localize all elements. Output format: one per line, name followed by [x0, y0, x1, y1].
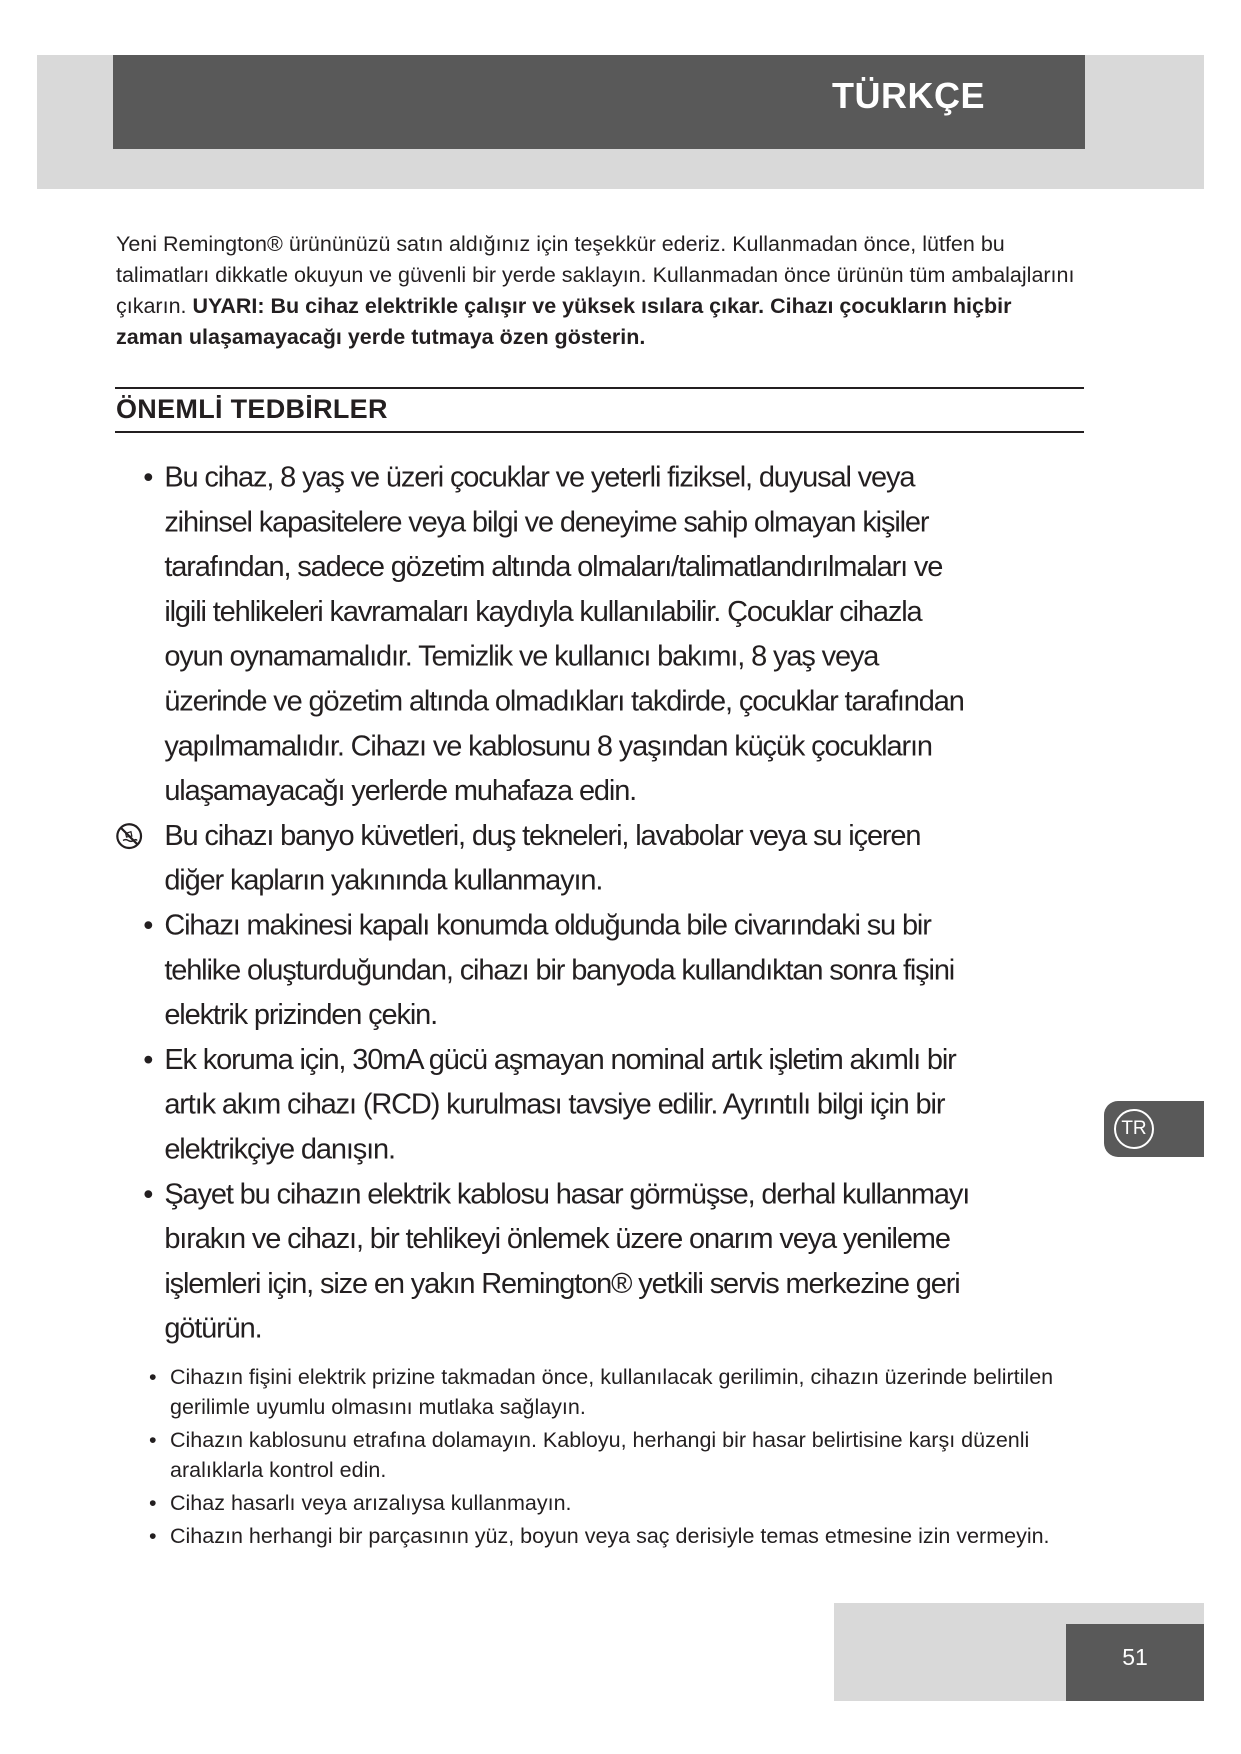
important-precautions-list: [116, 454, 986, 1350]
list-item-text: Cihazın herhangi bir parçasının yüz, boyun veya saç derisiyle temas etmesine izin vermeyin.: [170, 1524, 1050, 1548]
intro-text: Yeni Remington® ürününüzü satın aldığınız için teşekkür ederiz. Kullanmadan önce, lütfen bu talimatları dikkatle okuyun ve güvenli bir yerde saklayın. Kullanmadan önce ürünün tüm ambalajlarını çıkarın.: [116, 232, 1075, 318]
footer-page-box: [1066, 1624, 1204, 1701]
list-item: [116, 1171, 986, 1350]
list-item: [116, 1521, 1076, 1551]
list-item: [116, 902, 986, 1036]
list-item-text: Bu cihazı banyo küvetleri, duş tekneleri, lavabolar veya su içeren diğer kapların yakınında kullanmayın.: [164, 818, 921, 896]
language-title: TÜRKÇE: [832, 75, 985, 116]
section-title: ÖNEMLİ TEDBİRLER: [116, 394, 388, 424]
section-divider-top: [115, 387, 1084, 389]
list-item-text: Cihaz hasarlı veya arızalıysa kullanmayın.: [170, 1491, 572, 1515]
list-item-text: Ek koruma için, 30mA gücü aşmayan nominal artık işletim akımlı bir artık akım cihazı (RCD) kurulması tavsiye edilir. Ayrıntılı bilgi için bir elektrikçiye danışın.: [164, 1042, 956, 1165]
section-divider-bottom: [115, 431, 1084, 433]
no-water-icon: [115, 822, 143, 850]
list-item-text: Cihazın kablosunu etrafına dolamayın. Kabloyu, herhangi bir hasar belirtisine karşı düzenli aralıklarla kontrol edin.: [170, 1428, 1030, 1482]
additional-precautions-list: [116, 1362, 1076, 1554]
list-item: [116, 1425, 1076, 1485]
bullet: •: [149, 1428, 157, 1452]
language-tab: [1104, 1101, 1204, 1157]
bullet: •: [149, 1524, 157, 1548]
header-bar: [113, 55, 1085, 149]
list-item: [116, 1488, 1076, 1518]
language-code-badge: TR: [1114, 1109, 1154, 1149]
bullet: •: [143, 1176, 153, 1210]
list-item: [116, 1036, 986, 1170]
list-item: [116, 1362, 1076, 1422]
list-item: [116, 812, 986, 902]
bullet: •: [149, 1365, 157, 1389]
intro-paragraph: [116, 229, 1076, 353]
list-item: [116, 454, 986, 812]
bullet: •: [143, 1042, 153, 1076]
list-item-text: Cihazın fişini elektrik prizine takmadan önce, kullanılacak gerilimin, cihazın üzerinde belirtilen gerilimle uyumlu olmasını mutlaka sağlayın.: [170, 1365, 1054, 1419]
bullet: •: [143, 908, 153, 941]
list-item-text: Cihazı makinesi kapalı konumda olduğunda bile civarındaki su bir tehlike oluşturduğundan, cihazı bir banyoda kullandıktan sonra fişini elektrik prizinden çekin.: [164, 908, 955, 1031]
bullet: •: [149, 1491, 157, 1515]
list-item-text: Bu cihaz, 8 yaş ve üzeri çocuklar ve yeterli fiziksel, duyusal veya zihinsel kapasitelere veya bilgi ve deneyime sahip olmayan kişiler tarafından, sadece gözetim altında olmaları/talimatlandırılmaları ve ilgili tehlikeleri kavramaları kaydıyla kullanılabilir. Çocuklar cihazla oyun oynamamalıdır. Temizlik ve kullanıcı bakımı, 8 yaş veya üzerinde ve gözetim altında olmadıkları takdirde, çocuklar tarafından yapılmamalıdır. Cihazı ve kablosunu 8 yaşından küçük çocukların ulaşamayacağı yerlerde muhafaza edin.: [164, 460, 964, 807]
bullet: •: [143, 460, 153, 493]
list-item-text: Şayet bu cihazın elektrik kablosu hasar görmüşse, derhal kullanmayı bırakın ve cihazı, bir tehlikeyi önlemek üzere onarım veya yenileme işlemleri için, size en yakın Remington® yetkili servis merkezine geri götürün.: [164, 1176, 970, 1344]
page-number: 51: [1122, 1644, 1148, 1670]
intro-warning: UYARI: Bu cihaz elektrikle çalışır ve yüksek ısılara çıkar. Cihazı çocukların hiçbir zaman ulaşamayacağı yerde tutmaya özen gösterin.: [116, 294, 1012, 349]
